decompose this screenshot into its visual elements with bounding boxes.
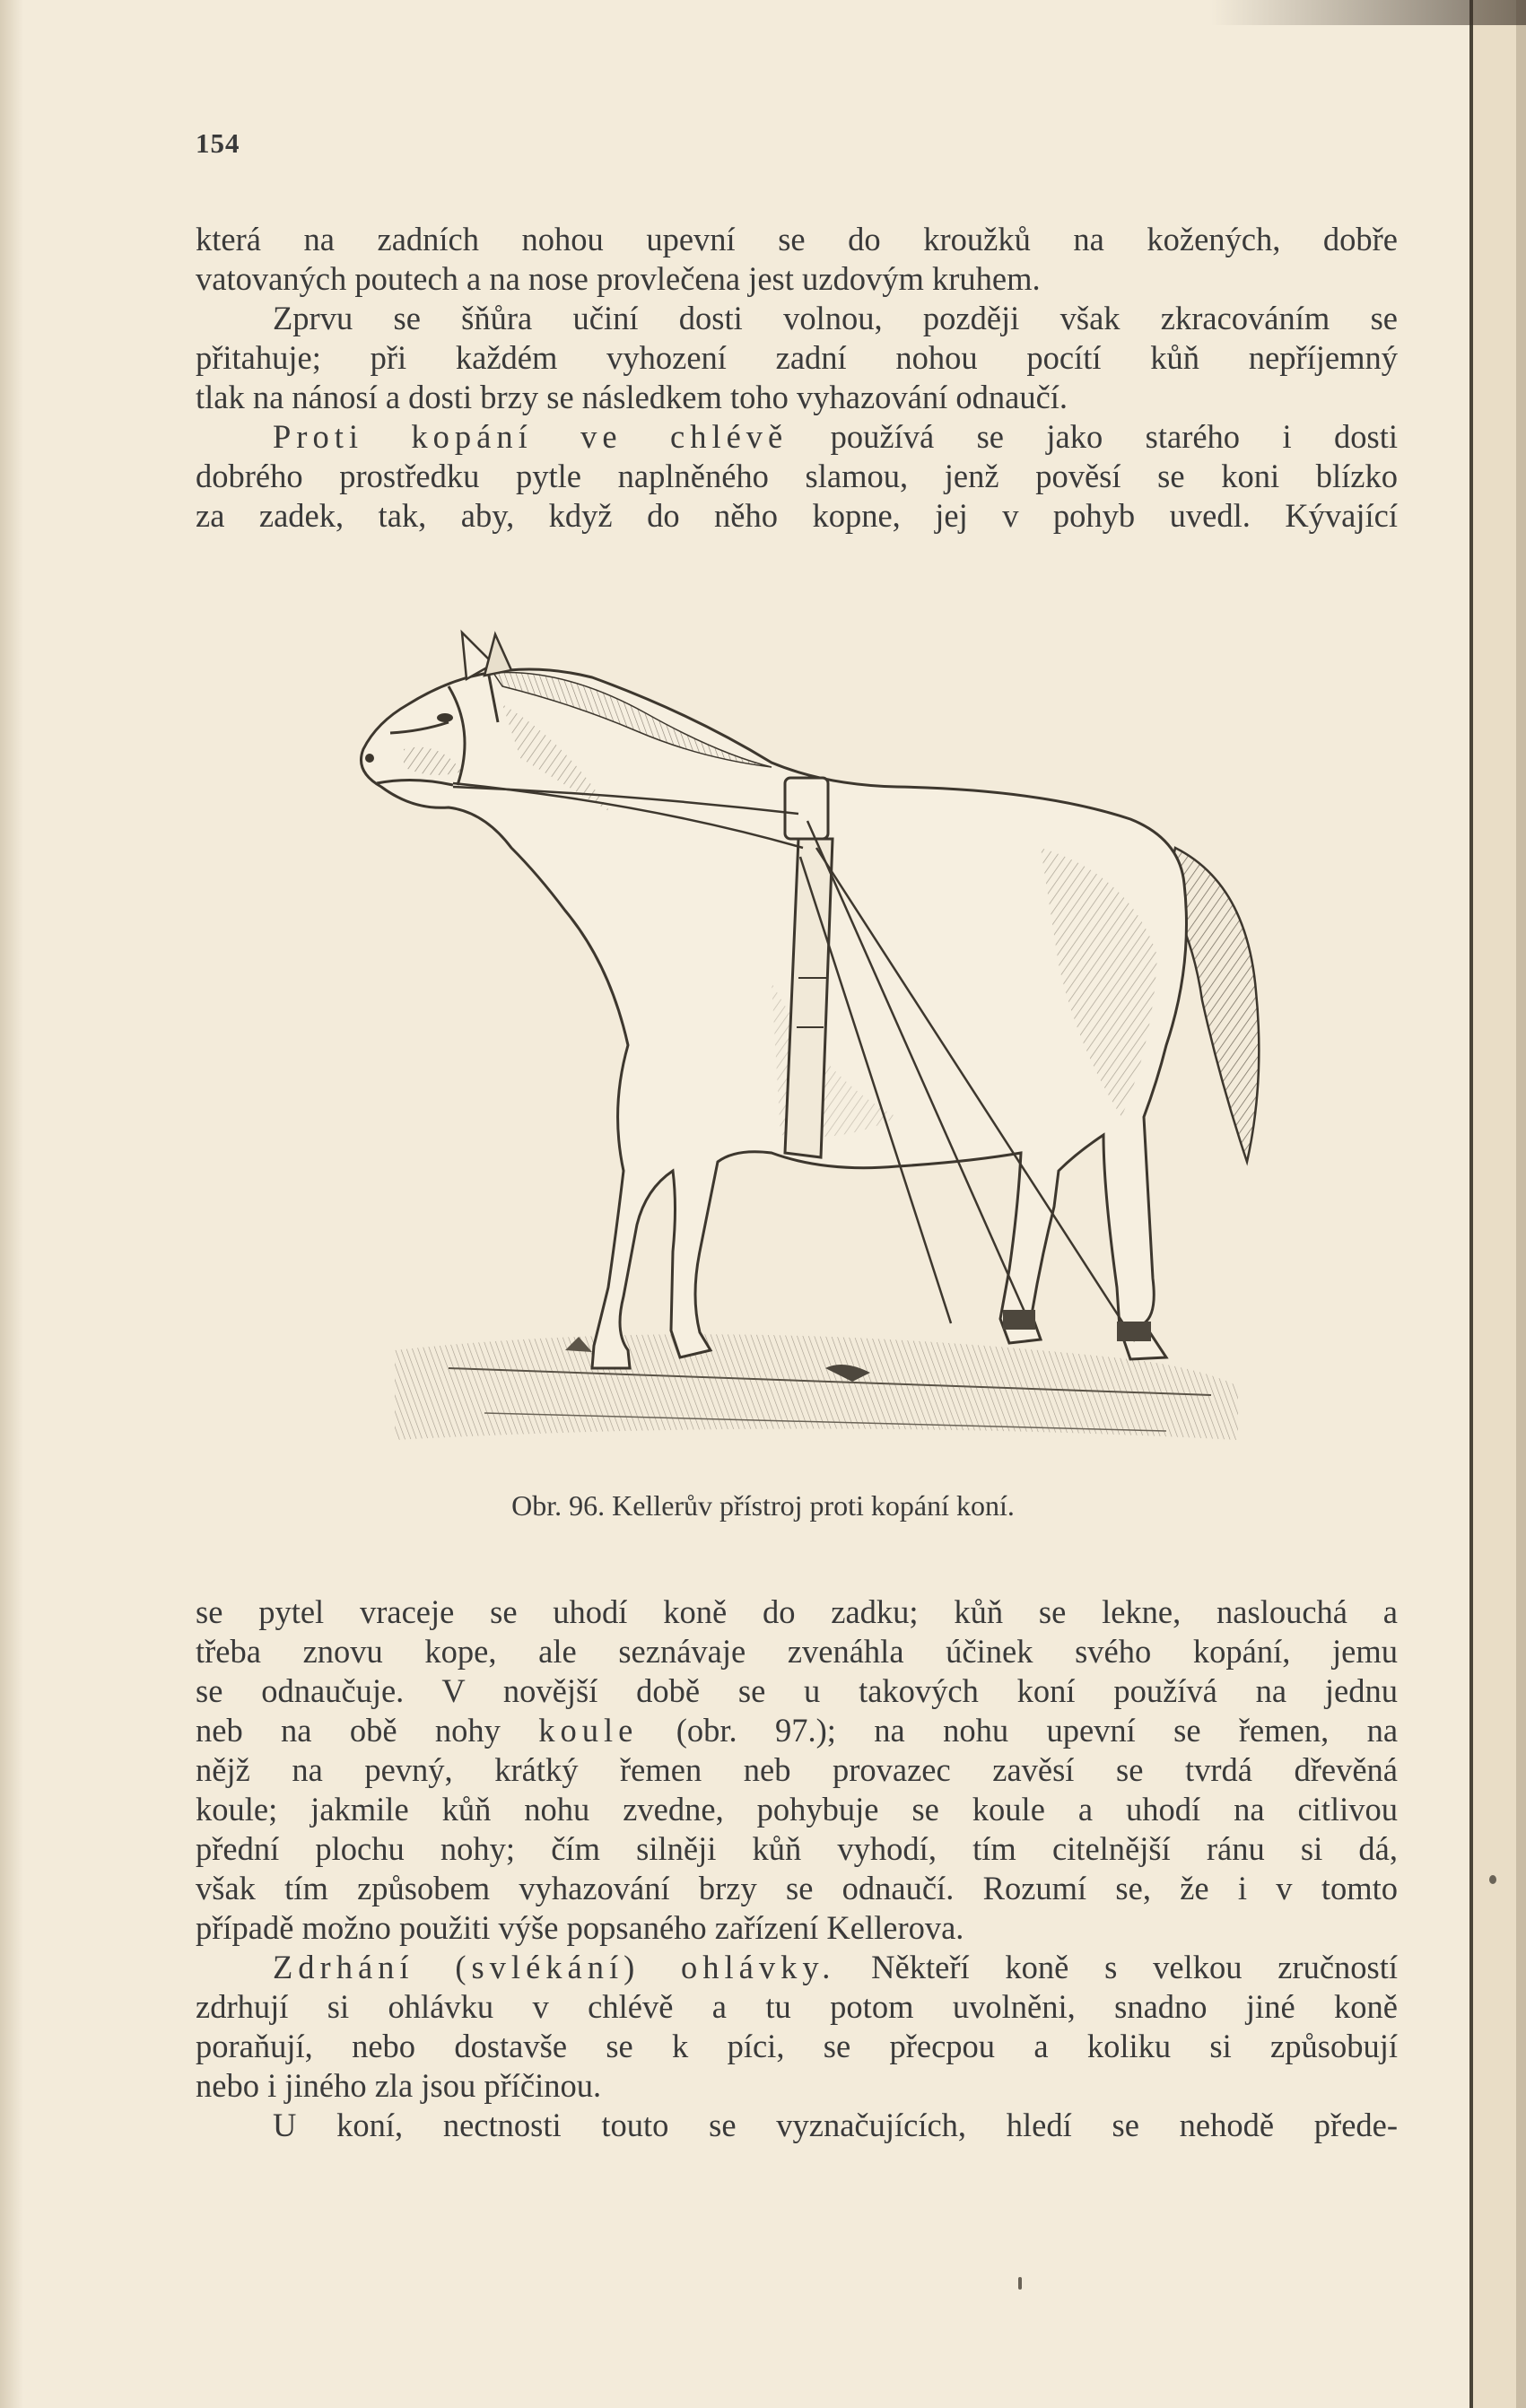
text-line: U koní, nectnosti touto se vyznačujících, hledí se nehodě přede- — [273, 2107, 1398, 2143]
horse-ear — [484, 634, 511, 676]
text-line: třeba znovu kope, ale seznávaje zvenáhla účinek svého kopání, jemu — [196, 1633, 1398, 1670]
text-line: se odnaučuje. V novější době se u takových koní používá na jednu — [196, 1672, 1398, 1709]
text-fragment: používá se jako starého i dosti — [830, 418, 1398, 455]
paragraph-bottom — [196, 1592, 1398, 2145]
text-line: poraňují, nebo dostavše se k píci, se přecpou a koliku si způsobují — [196, 2028, 1398, 2064]
scan-speck — [1018, 2277, 1022, 2290]
text-fragment: neb na obě nohy — [196, 1712, 501, 1749]
text-line: Zprvu se šňůra učiní dosti volnou, později však zkracováním se — [273, 300, 1398, 336]
page-number: 154 — [196, 127, 240, 159]
horse-eye — [437, 713, 453, 722]
text-line: se pytel vraceje se uhodí koně do zadku; kůň se lekne, naslouchá a — [196, 1593, 1398, 1630]
scan-speck — [1489, 1875, 1496, 1884]
text-line: případě možno použiti výše popsaného zařízení Kellerova. — [196, 1909, 964, 1946]
text-line: však tím způsobem vyhazování brzy se odnaučí. Rozumí se, že i v tomto — [196, 1870, 1398, 1906]
inline-heading: Proti kopání ve chlévě — [273, 418, 789, 455]
text-fragment: (obr. 97.); na nohu upevní se řemen, na — [676, 1712, 1399, 1749]
paragraph-top — [196, 220, 1398, 536]
ground-hatching — [395, 1334, 1238, 1440]
hoof-cuff — [1003, 1310, 1035, 1330]
text-line: koule; jakmile kůň nohu zvedne, pohybuje se koule a uhodí na citlivou — [196, 1791, 1398, 1828]
text-line: dobrého prostředku pytle naplněného slamou, jenž pověsí se koni blízko — [196, 458, 1398, 494]
text-line: přední plochu nohy; čím silněji kůň vyhodí, tím citelnější ránu si dá, — [196, 1830, 1398, 1867]
page-gutter-shadow — [0, 0, 23, 2408]
text-line: vatovaných poutech a na nose provlečena jest uzdovým kruhem. — [196, 260, 1041, 297]
text-line: přitahuje; při každém vyhození zadní nohou pocítí kůň nepříjemný — [196, 339, 1398, 376]
text-line-with-term — [196, 1711, 1398, 1750]
text-line: nebo i jiného zla jsou příčinou. — [196, 2067, 602, 2104]
text-line: která na zadních nohou upevní se do kroužků na kožených, dobře — [196, 221, 1398, 257]
text-line: tlak na nánosí a dosti brzy se následkem toho vyhazování odnaučí. — [196, 379, 1068, 415]
text-fragment: Někteří koně s velkou zručností — [871, 1949, 1399, 1985]
text-line: za zadek, tak, aby, když do něho kopne, jej v pohyb uvedl. Kývající — [196, 497, 1398, 534]
inline-heading: Zdrhání (svlékání) ohlávky. — [273, 1949, 836, 1985]
hoof-cuff — [1117, 1322, 1151, 1341]
scan-shadow — [1211, 0, 1526, 25]
figure-caption: Obr. 96. Kellerův přístroj proti kopání koní. — [511, 1489, 1015, 1522]
page-edge-outer — [1516, 0, 1526, 2408]
text-line: nějž na pevný, krátký řemen neb provazec zavěsí se tvrdá dřevěná — [196, 1751, 1398, 1788]
text-line: zdrhují si ohlávku v chlévě a tu potom uvolněni, snadno jiné koně — [196, 1988, 1398, 2025]
text-line-with-heading — [196, 417, 1398, 457]
inline-term: koule — [538, 1712, 639, 1749]
horse-nostril — [365, 754, 374, 763]
horse-illustration — [269, 579, 1310, 1476]
text-line-with-heading — [196, 1948, 1398, 1987]
